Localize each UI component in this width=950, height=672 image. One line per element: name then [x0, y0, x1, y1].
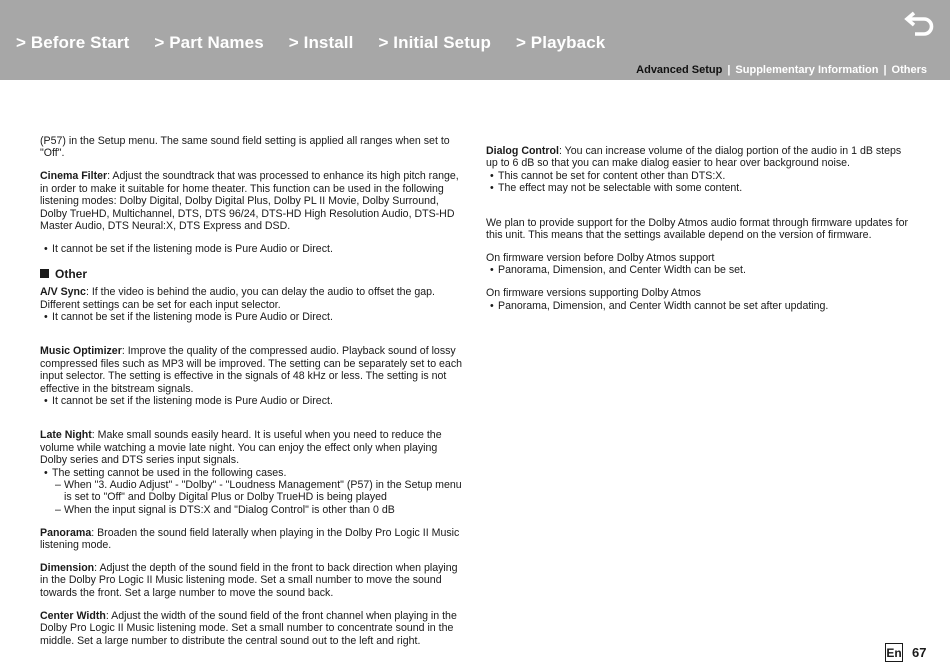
subnav-separator: | [883, 64, 887, 76]
late-night-dash-1: – When "3. Audio Adjust" - "Dolby" - "Loudness Management" (P57) in the Setup menu is set to "Off" and Dolby Digital Plus or Dolby TrueHD is being played [40, 479, 462, 504]
nav-initial-setup[interactable]: > Initial Setup [378, 33, 491, 52]
right-column [486, 145, 910, 312]
panorama-text: : Broaden the sound field laterally when playing in the Dolby Pro Logic II Music listening mode. [40, 526, 460, 552]
top-nav [16, 33, 630, 53]
nav-part-names[interactable]: > Part Names [154, 33, 264, 52]
dimension-text: : Adjust the depth of the sound field in the front to back direction when playing in the Dolby Pro Logic II Music listening mode. Set a small number to move the sound towards the front. Set a large number to move the sound back. [40, 562, 458, 599]
late-night-text: : Make small sounds easily heard. It is useful when you need to reduce the volume while watching a movie late night. You can enjoy the effect only when playing Dolby series and DTS series input signals. [40, 429, 442, 467]
page-number: 67 [912, 645, 927, 660]
after-atmos-heading: On firmware versions supporting Dolby Atmos [486, 287, 701, 300]
center-width-paragraph [40, 610, 462, 647]
nav-install[interactable]: > Install [288, 33, 354, 52]
dialog-control-bullet-1: • This cannot be set for content other than DTS:X. [486, 170, 910, 182]
panorama-paragraph [40, 527, 462, 552]
cinema-filter-bullet: • It cannot be set if the listening mode is Pure Audio or Direct. [40, 243, 462, 255]
dimension-term: Dimension [40, 562, 95, 575]
dialog-control-term: Dialog Control [486, 145, 559, 157]
other-heading [40, 268, 462, 280]
nav-before-start[interactable]: > Before Start [16, 33, 130, 52]
music-optimizer-bullet: • It cannot be set if the listening mode is Pure Audio or Direct. [40, 395, 462, 407]
late-night-dash-2: – When the input signal is DTS:X and "Dialog Control" is other than 0 dB [40, 504, 462, 516]
subnav-others[interactable]: Others [891, 64, 927, 76]
header-bar [0, 0, 950, 80]
sub-nav [636, 64, 927, 76]
cinema-filter-paragraph [40, 170, 462, 232]
return-arrow-icon[interactable] [903, 7, 939, 37]
language-badge: En [885, 643, 903, 662]
dimension-paragraph [40, 562, 462, 599]
other-heading-label: Other [55, 266, 88, 281]
dialog-control-paragraph [486, 145, 910, 170]
av-sync-paragraph [40, 286, 462, 311]
av-sync-term: A/V Sync [40, 286, 86, 299]
intro-paragraph: (P57) in the Setup menu. The same sound field setting is applied all ranges when set to "Off". [40, 135, 450, 160]
atmos-note-paragraph: We plan to provide support for the Dolby Atmos audio format through firmware updates for this unit. This means that the settings available depend on the version of firmware. [486, 216, 909, 242]
av-sync-text: : If the video is behind the audio, you can delay the audio to offset the gap. Different settings can be set for each input selector. [40, 286, 435, 311]
music-optimizer-text: : Improve the quality of the compressed audio. Playback sound of lossy compressed files such as MP3 will be improved. The setting can be separately set to each input selector. The setting is effective in the signals of 48 kHz or less. The setting is not effective in the bitstream signals. [40, 345, 463, 395]
subnav-separator: | [727, 64, 731, 76]
late-night-bullet: • The setting cannot be used in the following cases. [40, 467, 462, 479]
center-width-text: : Adjust the width of the sound field of the front channel when playing in the Dolby Pro Logic II Music listening mode. Set a small number to concentrate sound in the middle. Set a large number to distribute the central sound out to the left and right. [40, 609, 457, 647]
before-atmos-heading: On firmware version before Dolby Atmos support [486, 251, 715, 264]
av-sync-bullet: • It cannot be set if the listening mode is Pure Audio or Direct. [40, 311, 462, 323]
square-bullet-icon [40, 269, 49, 278]
dialog-control-text: : You can increase volume of the dialog portion of the audio in 1 dB steps up to 6 dB so that you can make dialog easier to hear over background noise. [486, 145, 902, 170]
cinema-filter-term: Cinema Filter [40, 170, 108, 183]
subnav-supplementary-information[interactable]: Supplementary Information [735, 64, 879, 76]
music-optimizer-paragraph [40, 345, 462, 395]
late-night-term: Late Night [40, 429, 92, 442]
nav-playback[interactable]: > Playback [515, 33, 606, 52]
music-optimizer-term: Music Optimizer [40, 345, 122, 358]
before-atmos-bullet: • Panorama, Dimension, and Center Width can be set. [486, 264, 910, 276]
panorama-term: Panorama [40, 526, 92, 539]
dialog-control-bullet-2: • The effect may not be selectable with some content. [486, 182, 910, 194]
subnav-advanced-setup[interactable]: Advanced Setup [636, 64, 723, 76]
center-width-term: Center Width [40, 609, 106, 622]
late-night-paragraph [40, 429, 462, 466]
after-atmos-bullet: • Panorama, Dimension, and Center Width cannot be set after updating. [486, 300, 910, 312]
cinema-filter-text: : Adjust the soundtrack that was processed to enhance its high pitch range, in order to make it suitable for home theater. This function can be used in the following listening modes: Dolby Digital, Dolby Digital Plus, Dolby PL II Movie, Dolby Surround, Dolby TrueHD, Multichannel, DTS, DTS 96/24, DTS-HD High Resolution Audio, DTS-HD Master Audio, DTS Neural:X, DTS Express and DSD. [40, 170, 459, 232]
left-column [40, 135, 462, 647]
